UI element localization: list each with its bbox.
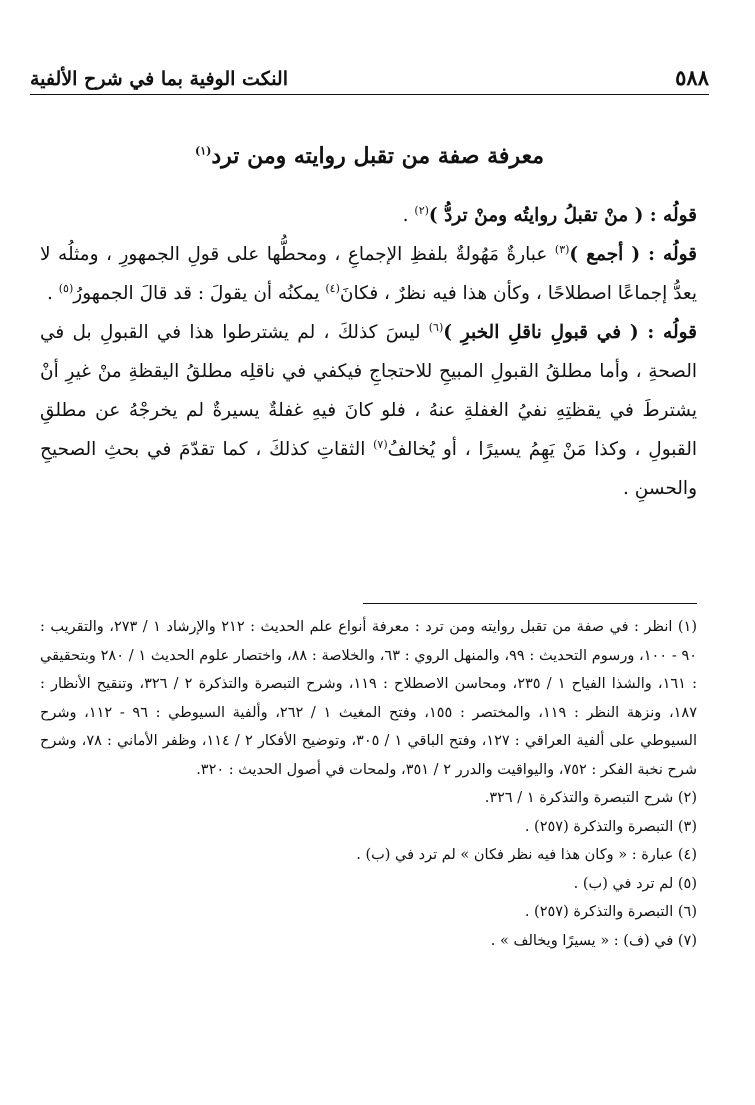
footnote-6: (٦) التبصرة والتذكرة (٢٥٧) . [524,904,697,920]
paragraph-2-lemma: ( أجمع ) [569,244,641,265]
paragraph-2-intro: قولُه : [640,244,697,265]
paragraph-2 [40,235,697,313]
footnote-ref-4[interactable]: (٤) [325,281,340,295]
paragraph-2-text-2: يمكنُه أن يقولَ : قد قالَ الجمهورُ [73,283,326,304]
footnote-5: (٥) لم ترد في (ب) . [573,875,697,892]
footnote-1: (١) انظر : في صفة من تقبل روايته ومن ترد : معرفة أنواع علم الحديث : ٢١٢ والإرشاد ١ / ٢٧٣، والتقريب : ٩٠ - ١٠٠، ورسوم التحديث : ٩٩، والمنهل الروي : ٦٣، والخلاصة : ٨٨، واختصار علوم الحديث ١ / ٢٨٠ وبتحقيقي : ١٦١، والشذا الفياح ١ / ٢٣٥، ومحاسن الاصطلاح : ١١٩، وشرح التبصرة والتذكرة ٢ / ٣٢٦، وتنقيح الأنظار : ١٨٧، ونزهة النظر : ١١٩، والمختصر : ١٥٥، وفتح المغيث ١ / ٢٦٢، وألفية السيوطي : ٩٦ - ١١٢، وشرح السيوطي على ألفية العراقي : ١٢٧، وفتح الباقي ١ / ٣٠٥، وتوضيح الأفكار ٢ / ١١٤، وظفر الأماني : ٧٨، وشرح شرح نخبة الفكر : ٧٥٢، واليواقيت والدرر ٢ / ٣٥١، ولمحات في أصول الحديث : ٣٢٠. [40,619,698,778]
footnotes [40,613,697,955]
footnote-ref-2[interactable]: (٢) [414,203,429,217]
page-number: ٥٨٨ [675,65,709,90]
section-title-footnote-ref[interactable]: (١) [195,144,212,158]
paragraph-1-end: . [402,205,415,226]
footnote-divider [363,603,697,604]
paragraph-3-text-2: الثقاتِ كذلكَ ، كما تقدّمَ في بحثِ الصحيحِ والحسنِ . [40,439,697,499]
running-header [30,58,709,95]
footnote-ref-3[interactable]: (٣) [554,242,570,256]
paragraph-1-intro: قولُه : [643,205,697,226]
footnote-4: (٤) عبارة : « وكان هذا فيه نظر فكان » لم ترد في (ب) . [356,847,697,863]
footnote-ref-5[interactable]: (٥) [58,281,74,295]
paragraph-3-intro: قولُه : [638,322,697,343]
footnote-ref-7[interactable]: (٧) [373,437,388,451]
paragraph-3-lemma: ( في قبولِ ناقلِ الخبرِ ) [443,322,639,343]
section-title [30,143,709,169]
paragraph-3-text-1: ليسَ كذلكَ ، لم يشترطوا هذا في القبولِ بل في الصحةِ ، وأما مطلقُ القبولِ المبيحِ للاحتجاجِ فيكفي في ناقلِه مطلقُ اليقظةِ منْ غيرِ أنْ يشترطَ في يقظتِهِ نفيُ الغفلةِ عنهُ ، فلو كانَ فيهِ غفلةٌ يسيرةٌ لم يخرجْهُ عن مطلقِ القبولِ ، وكذا مَنْ يَهِمُ يسيرًا ، أو يُخالفُ [40,322,697,460]
paragraph-2-text-1: عبارةٌ مَهُولةٌ بلفظِ الإجماعِ ، ومحطُّها على قولِ الجمهورِ ، ومثلُه لا يعدُّ إجماعًا اصطلاحًا ، وكأن هذا فيه نظرٌ ، فكانَ [40,244,697,304]
paragraph-1-lemma: ( منْ تقبلُ روايتُه ومنْ تردُّ ) [428,205,644,226]
footnote-3: (٣) التبصرة والتذكرة (٢٥٧) . [524,818,697,835]
book-title: النكت الوفية بما في شرح الألفية [30,68,288,90]
paragraph-3 [40,313,697,508]
footnote-2: (٢) شرح التبصرة والتذكرة ١ / ٣٢٦. [484,790,697,806]
paragraph-2-end: . [46,283,59,304]
footnote-7: (٧) في (ف) : « يسيرًا ويخالف » . [490,932,697,949]
section-title-text: معرفة صفة من تقبل روايته ومن ترد [211,143,544,169]
body-text [40,196,697,508]
footnote-ref-6[interactable]: (٦) [428,320,444,334]
paragraph-1 [40,196,697,235]
